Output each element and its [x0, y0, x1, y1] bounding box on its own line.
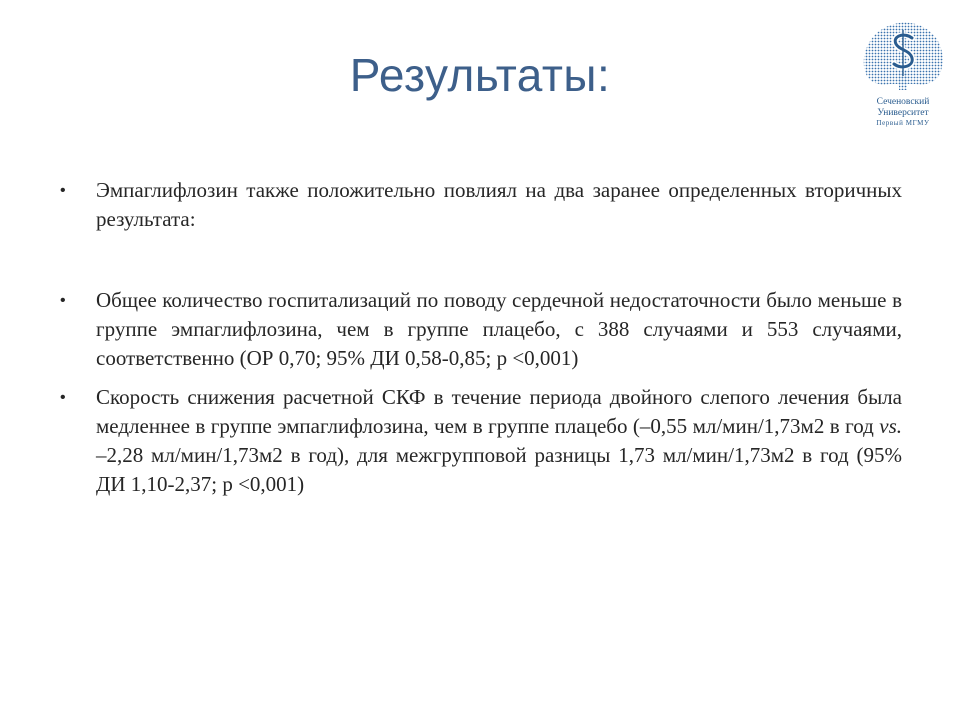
logo-text-line1: Сеченовский [876, 97, 930, 107]
bullet-text-italic: vs. [879, 414, 902, 438]
slide-title: Результаты: [349, 49, 611, 101]
university-logo [856, 16, 950, 134]
university-emblem-icon [856, 16, 950, 96]
bullet-list [60, 176, 902, 499]
bullet-dot-icon: • [60, 389, 66, 406]
bullet-item [60, 383, 902, 499]
bullet-item [60, 286, 902, 373]
bullet-item [60, 176, 902, 234]
logo-text-line2: Университет [877, 108, 929, 118]
bullet-text-part2: –2,28 мл/мин/1,73м2 в год), для межгрупповой разницы 1,73 мл/мин/1,73м2 в год (95% ДИ 1,10-2,37; p <0,001) [96, 443, 902, 496]
bullet-text: Эмпаглифлозин также положительно повлиял на два заранее определенных вторичных результата: [96, 178, 902, 231]
bullet-text-part1: Скорость снижения расчетной СКФ в течение периода двойного слепого лечения была медленнее в группе эмпаглифлозина, чем в группе плацебо (–0,55 мл/мин/1,73м2 в год [96, 385, 902, 438]
bullet-dot-icon: • [60, 292, 66, 309]
logo-text-line3: Первый МГМУ [876, 119, 930, 127]
bullet-text: Общее количество госпитализаций по поводу сердечной недостаточности было меньше в группе эмпаглифлозина, чем в группе плацебо, с 388 случаями и 553 случаями, соответственно (ОР 0,70; 95% ДИ 0,58-0,85; p <0,001) [96, 288, 902, 370]
bullet-dot-icon: • [60, 182, 66, 199]
